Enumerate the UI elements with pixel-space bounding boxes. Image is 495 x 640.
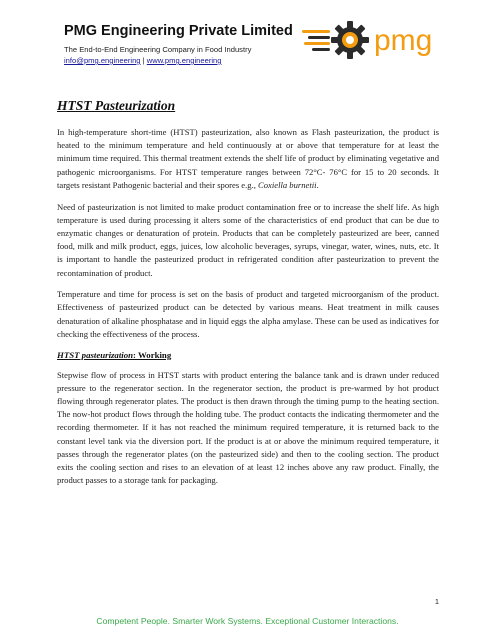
section-heading-suffix: : Working xyxy=(133,349,172,360)
logo-graphic xyxy=(302,18,452,62)
document-title: HTST Pasteurization xyxy=(57,98,176,113)
paragraph-intro-text: In high-temperature short-time (HTST) pasteurization, also known as Flash pasteurization, the product is heated to the minimum temperature and held continuously at or above that temperature for at least the minimum time required. This thermal treatment extends the shelf life of product by eliminating vegetative and pathogenic microorganisms. For HTST temperature ranges between 72°C- 76°C for 15 to 20 seconds. It targets resistant Pathogenic bacterial and their spores e.g., xyxy=(57,127,439,190)
section-heading-working xyxy=(57,350,439,360)
paragraph-intro-end: . xyxy=(316,179,319,190)
footer-slogan: Competent People. Smarter Work Systems. Exceptional Customer Interactions. xyxy=(96,616,399,626)
document-body xyxy=(57,98,439,496)
paragraph-effectiveness: Temperature and time for process is set on the basis of product and targeted microorganism of the product. Effectiveness of pasteurized product can be detected by various means. Heat treatment in milk causes denaturation of alkaline phosphatase and in liquid eggs the alpha amylase. These can be used as indicatives for checking the effectiveness of the process. xyxy=(57,289,439,339)
species-name: Coxiella burnetii xyxy=(258,179,317,190)
section-heading-term: HTST pasteurization xyxy=(57,349,134,360)
email-link[interactable]: info@pmg.engineering xyxy=(64,56,141,65)
gear-icon xyxy=(331,21,369,59)
website-link[interactable]: www.pmg.engineering xyxy=(146,56,222,65)
paragraph-intro xyxy=(57,126,439,192)
company-logo xyxy=(302,18,452,62)
company-tagline: The End-to-End Engineering Company in Food Industry xyxy=(64,45,252,54)
company-name: PMG Engineering Private Limited xyxy=(64,23,293,39)
paragraph-working: Stepwise flow of process in HTST starts with product entering the balance tank and is drawn under reduced pressure to the regenerator section. In the regenerator section, the product is pre-warmed by hot product flowing through regenerator plates. The product is then drawn through the timing pump to the heating section. The now-hot product flows through the holding tube. The product contacts the indicating thermometer and the recording thermometer. If it has not reached the minimum required temperature, it is returned back to the constant level tank via the diversion port. If the product is at or above the minimum required temperature, it passes through the regenerator plates (on the pasteurized side) and then to the cooling section. The product exits the cooling section and rises to an elevation of at least 12 inches above any raw product. Finally, the product passes to a storage tank for packaging. xyxy=(57,369,439,486)
contact-separator: | xyxy=(142,56,145,65)
paragraph-need: Need of pasteurization is not limited to make product contamination free or to increase the shelf life. As high temperature is used during processing it alters some of the characteristics of end product that can be due to enzymatic changes or denaturation of protein. Products that can be completely pasteurized are beer, canned food, milk and milk product, eggs, juices, low alcoholic beverages, syrups, vinegar, water, wines, nuts, etc. It is important to handle the pasteurized product in refrigerated condition after pasteurization to prevent the recontamination of product. xyxy=(57,201,439,278)
page-number: 1 xyxy=(434,597,439,606)
logo-text: pmg xyxy=(374,24,433,57)
logo-speed-lines xyxy=(302,30,330,51)
